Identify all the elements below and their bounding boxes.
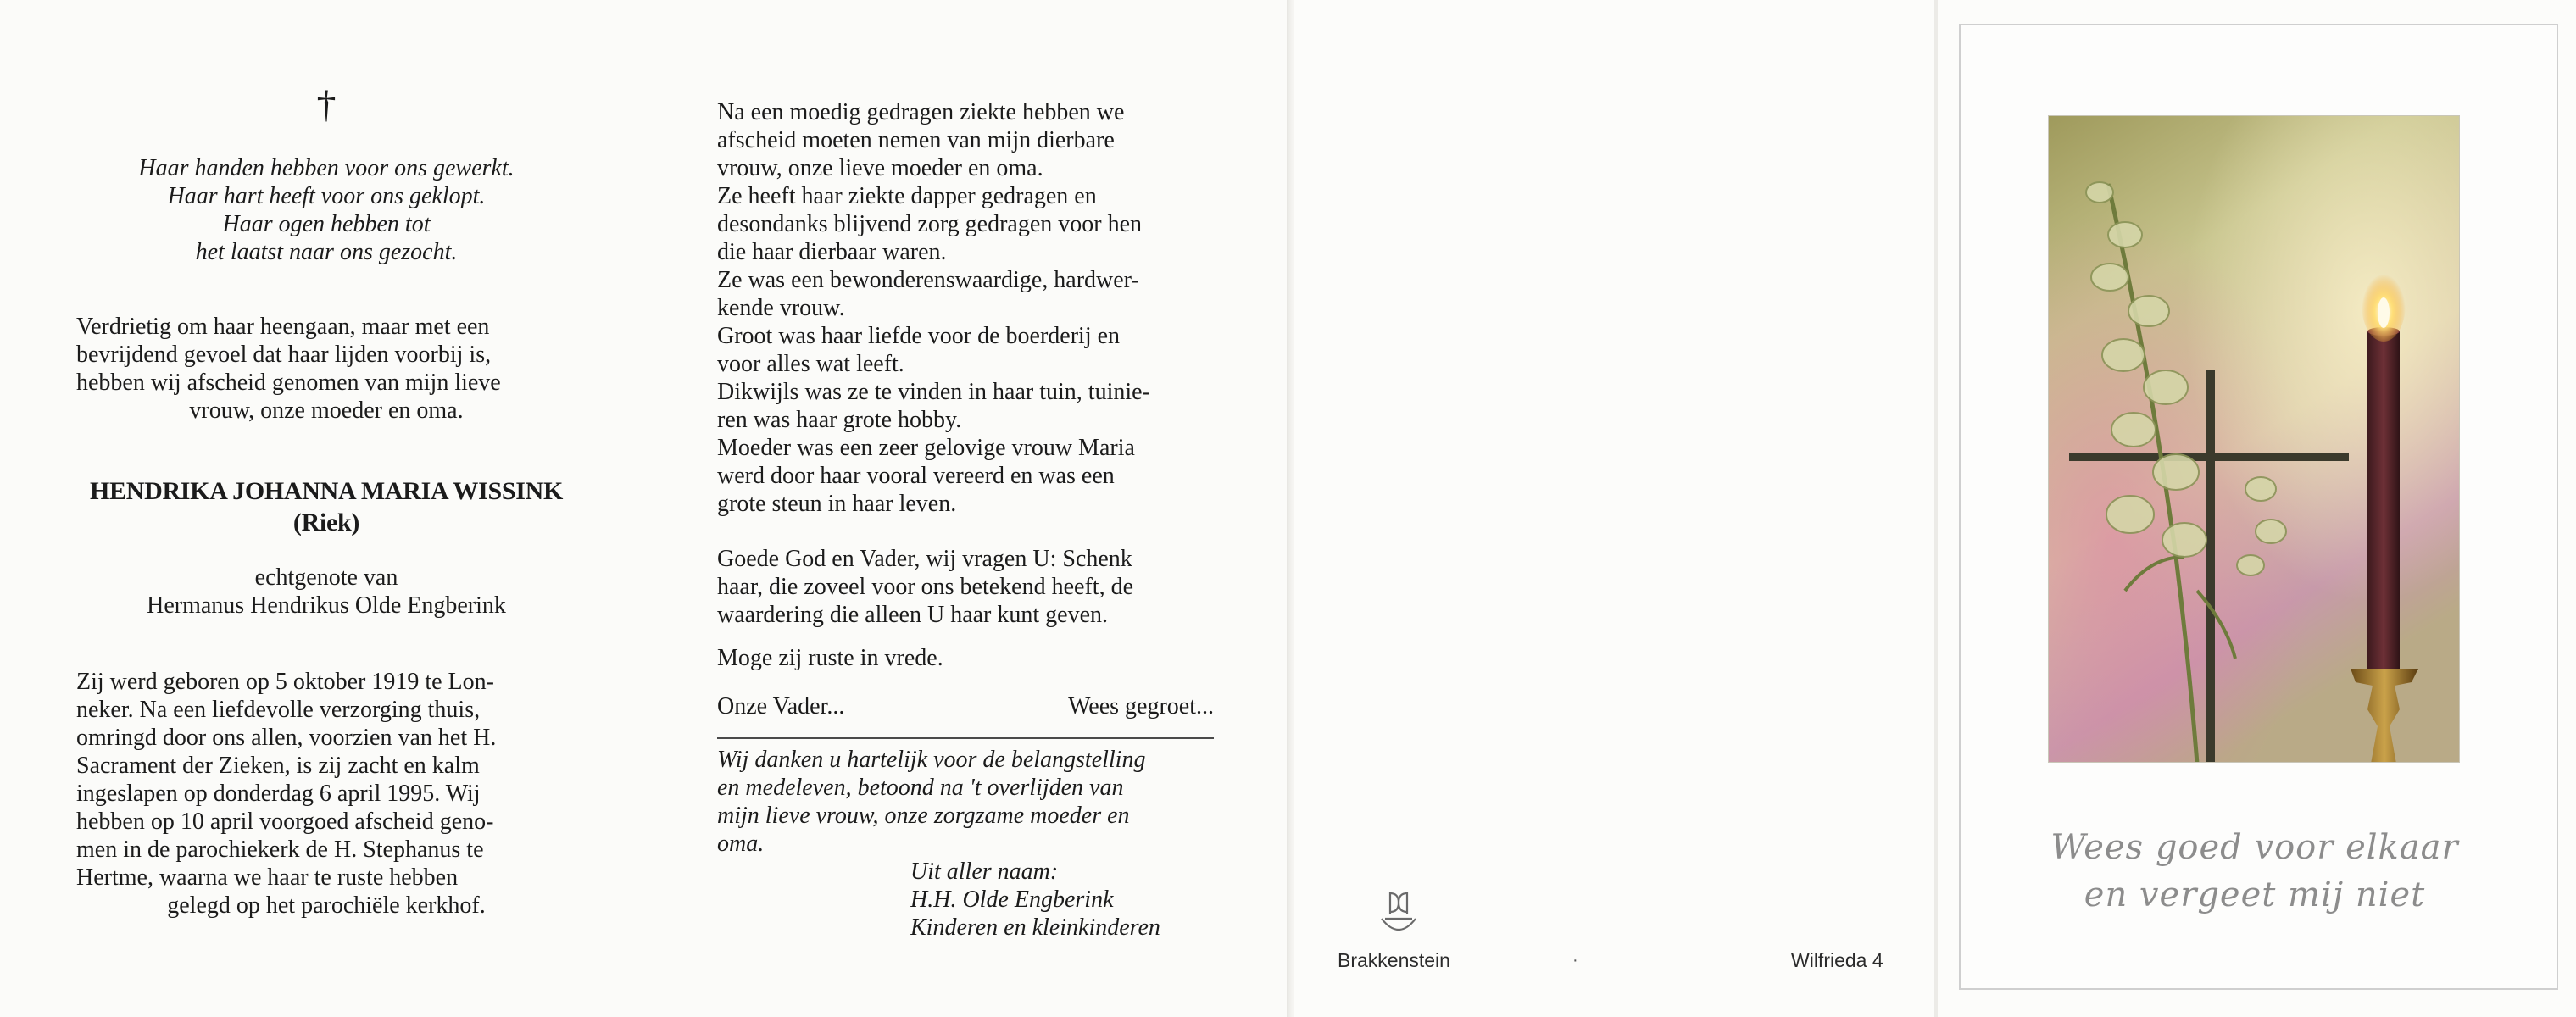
intro-line: Verdrietig om haar heengaan, maar met een (76, 314, 490, 340)
reflection-line: Groot was haar liefde voor de boerderij en (717, 323, 1121, 349)
cover-fold (1934, 0, 1938, 1017)
publisher-logo-icon (1377, 888, 1421, 942)
divider-line (717, 737, 1214, 739)
publisher-name: Brakkenstein (1338, 949, 1450, 971)
poem-line: Haar handen hebben voor ons gewerkt. (138, 155, 515, 181)
thanks-line: en medeleven, betoond na 't overlijden van (717, 775, 1124, 801)
bio-line: omringd door ons allen, voorzien van het H. (76, 725, 497, 751)
bio-line: Sacrament der Zieken, is zij zacht en kalm (76, 753, 480, 779)
thanks-text (717, 746, 1214, 858)
intro-line: hebben wij afscheid genomen van mijn lieve (76, 370, 501, 396)
reflection-line: afscheid moeten nemen van mijn dierbare (717, 127, 1115, 153)
cover-photo (2048, 115, 2460, 763)
cover-motto (2017, 824, 2492, 919)
thanks-line: mijn lieve vrouw, onze zorgzame moeder en (717, 803, 1130, 829)
prayer-line: Goede God en Vader, wij vragen U: Schenk (717, 546, 1132, 572)
prayer-our-father: Onze Vader... (717, 693, 845, 720)
prayer-line: haar, die zoveel voor ons betekend heeft, de (717, 574, 1133, 600)
left-column (76, 82, 576, 920)
prayer-text (717, 545, 1214, 629)
signature-line: H.H. Olde Engberink (910, 886, 1114, 913)
reflection-line: Ze was een bewonderenswaardige, hardwer- (717, 267, 1139, 293)
reflection-line: voor alles wat leeft. (717, 351, 904, 377)
reflection-line: Na een moedig gedragen ziekte hebben we (717, 99, 1125, 125)
reflection-line: Dikwijls was ze te vinden in haar tuin, tuinie- (717, 379, 1150, 405)
poem-line: Haar ogen hebben tot (222, 211, 431, 237)
reflection-line: ren was haar grote hobby. (717, 407, 962, 433)
intro-line: bevrijdend gevoel dat haar lijden voorbij is, (76, 342, 492, 368)
biography (76, 668, 576, 920)
signature-line: Kinderen en kleinkinderen (910, 914, 1160, 941)
rest-in-peace: Moge zij ruste in vrede. (717, 645, 943, 671)
candle-cross-image (2049, 116, 2460, 763)
bio-line: gelegd op het parochiële kerkhof. (167, 892, 486, 919)
reflection-line: vrouw, onze lieve moeder en oma. (717, 155, 1043, 181)
thanks-line: oma. (717, 831, 765, 857)
intro-text (76, 313, 576, 425)
reflection-line: kende vrouw. (717, 295, 845, 321)
spouse-label: echtgenote van (254, 564, 398, 591)
cross-icon: † (316, 82, 337, 125)
middle-column (717, 98, 1214, 942)
signature-line: Uit aller naam: (910, 859, 1059, 885)
poem (76, 154, 576, 266)
intro-line: vrouw, onze moeder en oma. (189, 397, 464, 424)
reflection-text (717, 98, 1214, 518)
poem-line: Haar hart heeft voor ons geklopt. (167, 183, 486, 209)
bio-line: neker. Na een liefdevolle verzorging thuis, (76, 697, 481, 723)
bio-line: ingeslapen op donderdag 6 april 1995. Wij (76, 781, 481, 807)
spouse-block (76, 564, 576, 620)
signature (910, 858, 1214, 942)
bio-line: men in de parochiekerk de H. Stephanus te (76, 836, 484, 863)
reflection-line: Moeder was een zeer gelovige vrouw Maria (717, 435, 1135, 461)
deceased-name-block (76, 475, 576, 538)
card-model-number: Wilfrieda 4 (1791, 949, 1883, 971)
reflection-line: grote steun in haar leven. (717, 491, 957, 517)
spouse-name: Hermanus Hendrikus Olde Engberink (147, 592, 506, 619)
bio-line: hebben op 10 april voorgoed afscheid geno- (76, 809, 494, 835)
motto-line: en vergeet mij niet (2084, 875, 2426, 914)
reflection-line: die haar dierbaar waren. (717, 239, 947, 265)
deceased-name: HENDRIKA JOHANNA MARIA WISSINK (89, 477, 564, 505)
prayer-hail-mary: Wees gegroet... (1068, 693, 1214, 720)
separator-dot: · (1572, 951, 1578, 970)
thanks-line: Wij danken u hartelijk voor de belangstelling (717, 747, 1146, 773)
motto-line: Wees goed voor elkaar (2050, 828, 2459, 867)
reflection-line: werd door haar vooral vereerd en was een (717, 463, 1115, 489)
reflection-line: desondanks blijvend zorg gedragen voor hen (717, 211, 1143, 237)
prayer-line: waardering die alleen U haar kunt geven. (717, 602, 1109, 628)
poem-line: het laatst naar ons gezocht. (195, 239, 458, 265)
bio-line: Hertme, waarna we haar te ruste hebben (76, 864, 459, 891)
deceased-nickname: (Riek) (292, 508, 360, 536)
reflection-line: Ze heeft haar ziekte dapper gedragen en (717, 183, 1097, 209)
prayer-row (717, 692, 1214, 720)
bio-line: Zij werd geboren op 5 oktober 1919 te Lon- (76, 669, 494, 695)
